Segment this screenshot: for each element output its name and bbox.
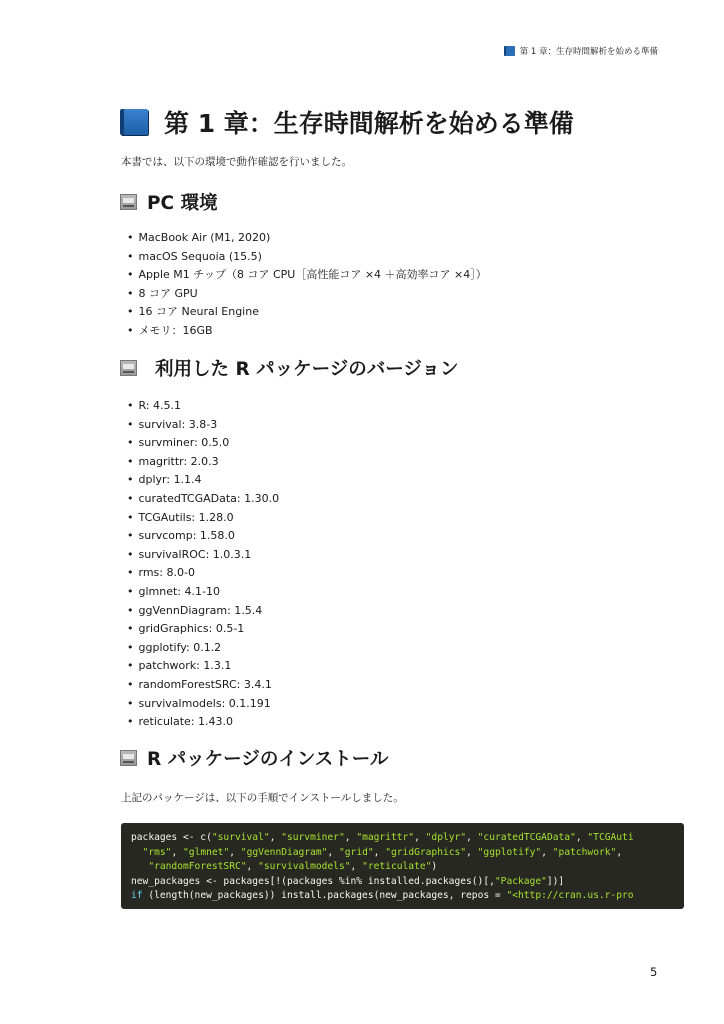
- list-item: • ggplotify: 0.1.2: [127, 639, 279, 658]
- code-token: ,: [229, 846, 241, 858]
- list-item: • gridGraphics: 0.5-1: [127, 620, 279, 639]
- code-token: [131, 861, 148, 872]
- code-token: ,: [616, 846, 623, 858]
- list-item: • glmnet: 4.1-10: [127, 583, 279, 602]
- package-version-list: [127, 397, 279, 732]
- section-heading-packages: [120, 355, 459, 381]
- code-string: "glmnet": [183, 846, 230, 858]
- code-line: [131, 875, 684, 890]
- list-item: • macOS Sequoia (15.5): [127, 248, 487, 267]
- list-item: • rms: 8.0-0: [127, 564, 279, 583]
- image-icon: [120, 360, 137, 376]
- section-heading-text: 利用した R パッケージのバージョン: [155, 359, 459, 380]
- code-string: "ggplotify": [477, 846, 542, 858]
- code-keyword: if: [131, 890, 143, 902]
- code-token: (length(new_packages)) install.packages(new_packages, repos =: [142, 890, 507, 902]
- code-line: [131, 860, 684, 875]
- code-string: "rms": [142, 846, 172, 858]
- list-item: • MacBook Air (M1, 2020): [127, 229, 487, 248]
- book-icon: [120, 109, 148, 135]
- code-string: "reticulate": [362, 861, 432, 873]
- section-heading-pc: [120, 189, 218, 215]
- section-heading-text: PC 環境: [147, 193, 218, 214]
- code-token: ,: [541, 846, 553, 858]
- section-heading-text: R パッケージのインストール: [147, 749, 389, 770]
- chapter-title-text: 第 1 章：生存時間解析を始める準備: [164, 109, 574, 138]
- image-icon: [120, 750, 137, 766]
- page-number: 5: [650, 965, 658, 979]
- code-token: ): [431, 861, 438, 873]
- code-string: "Package": [494, 875, 547, 887]
- list-item: • patchwork: 1.3.1: [127, 657, 279, 676]
- list-item: • survivalmodels: 0.1.191: [127, 695, 279, 714]
- code-token: ])]: [546, 875, 565, 887]
- list-item: • メモリ：16GB: [127, 322, 487, 341]
- code-content[interactable]: [131, 831, 684, 904]
- code-string: "TCGAuti: [587, 832, 634, 843]
- list-item: • survcomp: 1.58.0: [127, 527, 279, 546]
- code-string: "dplyr": [425, 832, 467, 843]
- code-line: [131, 831, 684, 846]
- code-token: ,: [269, 832, 282, 843]
- code-string: "<http://cran.us.r-pro: [506, 890, 634, 902]
- list-item: • ggVennDiagram: 1.5.4: [127, 602, 279, 621]
- code-string: "curatedTCGAData": [477, 832, 576, 843]
- list-item: • randomForestSRC: 3.4.1: [127, 676, 279, 695]
- code-token: packages <- c(: [131, 832, 212, 843]
- code-string: "magrittr": [356, 832, 415, 843]
- code-token: ,: [327, 846, 339, 858]
- image-icon: [120, 194, 137, 210]
- code-string: "grid": [339, 846, 374, 858]
- code-string: "ggVennDiagram": [240, 846, 328, 858]
- list-item: • reticulate: 1.43.0: [127, 713, 279, 732]
- code-string: "gridGraphics": [385, 846, 467, 858]
- running-header-text: 第 1 章：生存時間解析を始める準備: [519, 47, 658, 57]
- list-item: • magrittr: 2.0.3: [127, 453, 279, 472]
- code-line: [131, 846, 684, 861]
- code-string: "patchwork": [552, 846, 617, 858]
- chapter-title: [120, 104, 574, 140]
- code-token: ,: [350, 861, 363, 873]
- code-string: "survivalmodels": [258, 861, 351, 873]
- code-token: ,: [575, 832, 588, 843]
- code-block[interactable]: [121, 823, 684, 909]
- code-token: ,: [246, 861, 259, 873]
- code-token: ,: [171, 846, 184, 858]
- code-token: ,: [344, 832, 357, 843]
- section-heading-install: [120, 745, 388, 771]
- list-item: • survminer: 0.5.0: [127, 434, 279, 453]
- code-token: [131, 847, 143, 858]
- list-item: • 16 コア Neural Engine: [127, 303, 487, 322]
- list-item: • Apple M1 チップ（8 コア CPU［高性能コア ×4 ＋高効率コア ×4］）: [127, 266, 487, 285]
- pc-spec-list: [127, 229, 487, 341]
- list-item: • survivalROC: 1.0.3.1: [127, 546, 279, 565]
- code-string: "survminer": [281, 832, 345, 843]
- code-string: "randomForestSRC": [148, 861, 247, 873]
- code-token: ,: [466, 832, 478, 843]
- list-item: • R: 4.5.1: [127, 397, 279, 416]
- code-token: new_packages <- packages[!(packages %in% installed.packages()[,: [131, 875, 495, 887]
- list-item: • dplyr: 1.1.4: [127, 471, 279, 490]
- install-paragraph: 上記のパッケージは、以下の手順でインストールしました。: [121, 792, 404, 804]
- code-token: ,: [466, 846, 478, 858]
- code-token: ,: [414, 832, 426, 843]
- code-line: [131, 889, 684, 904]
- intro-paragraph: 本書では、以下の環境で動作確認を行いました。: [121, 156, 352, 168]
- book-icon: [504, 46, 515, 56]
- list-item: • TCGAutils: 1.28.0: [127, 509, 279, 528]
- code-token: ,: [373, 846, 386, 858]
- list-item: • 8 コア GPU: [127, 285, 487, 304]
- code-string: "survival": [211, 832, 270, 843]
- list-item: • survival: 3.8-3: [127, 416, 279, 435]
- list-item: • curatedTCGAData: 1.30.0: [127, 490, 279, 509]
- running-header: [504, 45, 658, 57]
